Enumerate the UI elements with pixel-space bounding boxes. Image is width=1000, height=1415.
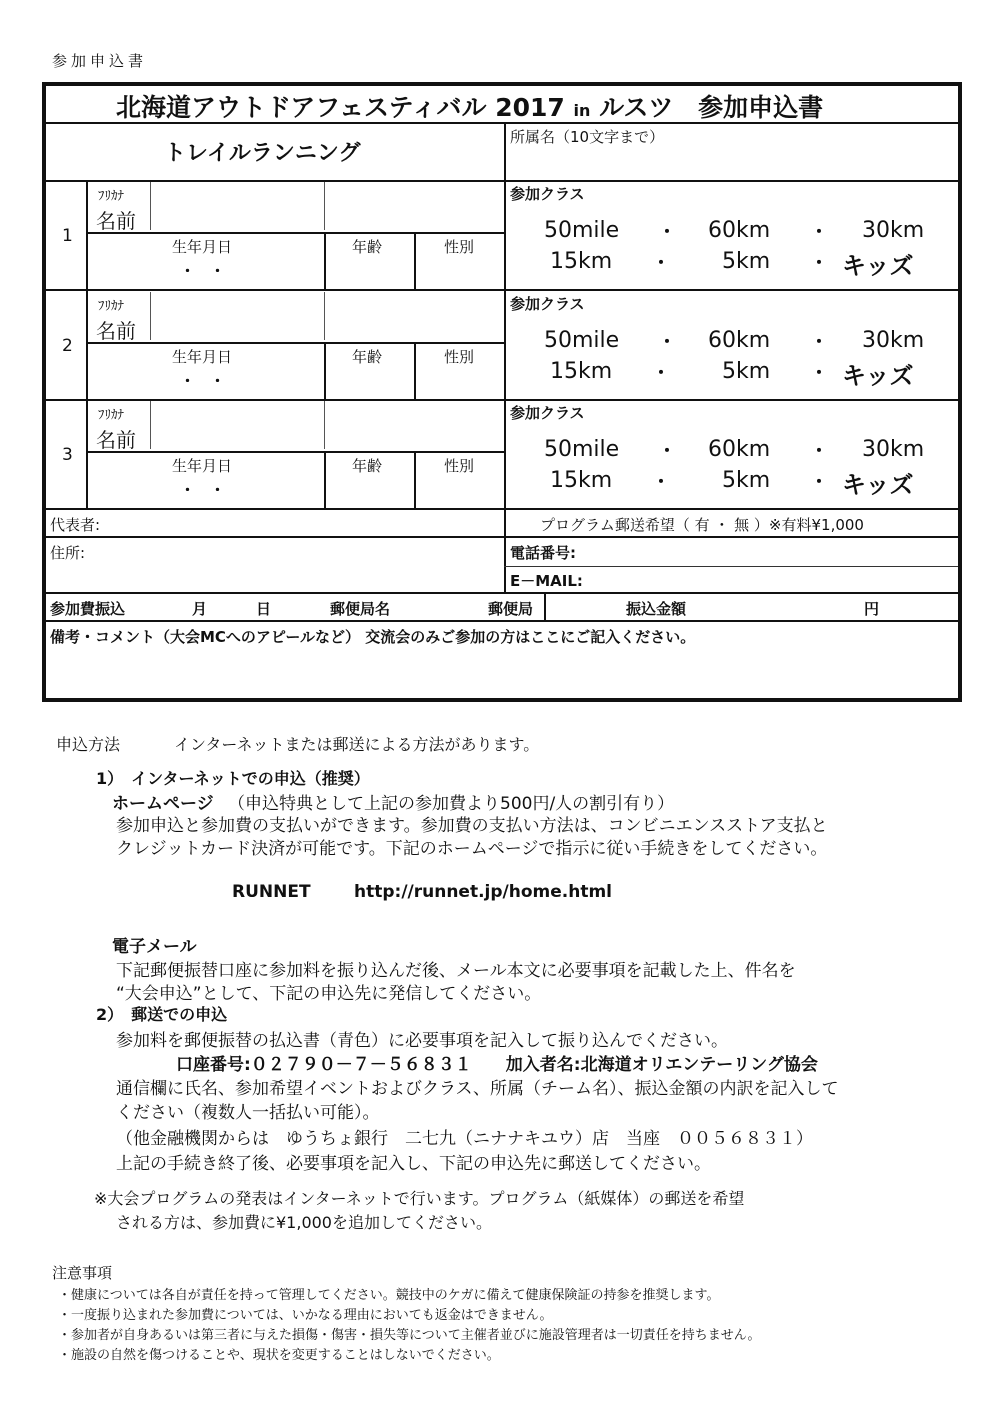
method-heading: 申込方法 — [56, 735, 121, 754]
divider — [414, 232, 416, 289]
program-note-2: される方は、参加費に¥1,000を追加してください。 — [116, 1213, 492, 1232]
class-option-30km[interactable]: 30km — [862, 437, 925, 462]
divider — [414, 451, 416, 508]
divider — [46, 508, 958, 510]
class-option-15km[interactable]: 15km — [550, 359, 613, 384]
homepage-label: ホームページ — [112, 794, 214, 814]
furigana-label: ﾌﾘｶﾅ — [98, 299, 124, 314]
separator: ・ — [658, 332, 676, 353]
birthdate-dots: ・ ・ — [180, 481, 226, 499]
email-label[interactable]: E－MAIL: — [510, 572, 583, 590]
sex-label[interactable]: 性別 — [444, 348, 475, 366]
birthdate-label[interactable]: 生年月日 — [172, 238, 233, 256]
separator: ・ — [810, 222, 828, 243]
document-label: 参加申込書 — [52, 52, 148, 70]
remarks-label[interactable]: 備考・コメント（大会MCへのアピールなど） 交流会のみご参加の方はここにご記入ください。 — [50, 628, 696, 646]
class-option-kids[interactable]: キッズ — [842, 252, 914, 280]
email-line-1: 下記郵便振替口座に参加料を振り込んだ後、メール本文に必要事項を記載した上、件名を — [116, 961, 796, 981]
separator: ・ — [810, 472, 828, 493]
separator: ・ — [810, 332, 828, 353]
divider — [504, 566, 958, 567]
class-option-30km[interactable]: 30km — [862, 328, 925, 353]
separator: ・ — [652, 253, 670, 274]
program-note-1: ※大会プログラムの発表はインターネットで行います。プログラム（紙媒体）の郵送を希望 — [94, 1189, 745, 1208]
mail-line-5: 上記の手続き終了後、必要事項を記入し、下記の申込先に郵送してください。 — [116, 1154, 711, 1174]
email-section-title: 電子メール — [112, 937, 197, 957]
divider — [324, 342, 326, 399]
yen-label: 円 — [864, 600, 880, 618]
class-option-60km[interactable]: 60km — [708, 218, 771, 243]
separator: ・ — [810, 441, 828, 462]
divider — [46, 122, 958, 124]
divider — [86, 232, 504, 234]
name-label: 名前 — [96, 428, 136, 452]
title-in: in — [573, 101, 591, 120]
divider — [324, 401, 325, 449]
mail-line-1: 参加料を郵便振替の払込書（青色）に必要事項を記入して振り込んでください。 — [116, 1031, 728, 1051]
entrant-number: 2 — [62, 336, 73, 356]
separator: ・ — [658, 441, 676, 462]
note-item: ・参加者が自身あるいは第三者に与えた損傷・傷害・損失等について主催者並びに施設管理者は一切責任を持ちません。 — [58, 1328, 761, 1343]
representative-label[interactable]: 代表者: — [50, 516, 101, 534]
separator: ・ — [810, 363, 828, 384]
homepage-line-2: クレジットカード決済が可能です。下記のホームページで指示に従い手続きをしてください。 — [116, 839, 828, 859]
note-item: ・一度振り込まれた参加費については、いかなる理由においても返金はできません。 — [58, 1308, 553, 1323]
entrant-number: 3 — [62, 445, 73, 465]
class-label: 参加クラス — [510, 404, 585, 422]
name-input[interactable] — [152, 292, 322, 338]
class-option-kids[interactable]: キッズ — [842, 471, 914, 499]
class-option-60km[interactable]: 60km — [708, 437, 771, 462]
class-option-15km[interactable]: 15km — [550, 249, 613, 274]
age-label[interactable]: 年齢 — [352, 238, 383, 256]
notes-heading: 注意事項 — [52, 1264, 113, 1282]
note-item: ・健康については各自が責任を持って管理してください。競技中のケガに備えて健康保険証の持参を推奨します。 — [58, 1288, 720, 1303]
furigana-label: ﾌﾘｶﾅ — [98, 189, 124, 204]
divider — [150, 182, 151, 230]
divider — [324, 182, 325, 230]
separator: ・ — [810, 253, 828, 274]
runnet-url-link[interactable]: http://runnet.jp/home.html — [354, 882, 613, 902]
affiliation-label[interactable]: 所属名（10文字まで） — [510, 128, 665, 146]
class-option-15km[interactable]: 15km — [550, 468, 613, 493]
class-option-5km[interactable]: 5km — [722, 249, 771, 274]
birthdate-label[interactable]: 生年月日 — [172, 348, 233, 366]
entrant-number: 1 — [62, 226, 73, 246]
homepage-line-1: 参加申込と参加費の支払いができます。参加費の支払い方法は、コンビニエンスストア支払と — [116, 816, 828, 836]
mail-line-2: 通信欄に氏名、参加希望イベントおよびクラス、所属（チーム名）、振込金額の内訳を記入して — [116, 1079, 839, 1099]
divider — [86, 290, 88, 399]
class-option-50mile[interactable]: 50mile — [544, 437, 620, 462]
day-label[interactable]: 日 — [256, 600, 272, 618]
month-label[interactable]: 月 — [192, 600, 208, 618]
phone-label[interactable]: 電話番号: — [510, 544, 576, 562]
sex-label[interactable]: 性別 — [444, 238, 475, 256]
internet-section-title: 1） インターネットでの申込（推奨） — [96, 769, 370, 788]
divider — [324, 232, 326, 289]
class-option-50mile[interactable]: 50mile — [544, 218, 620, 243]
homepage-note: （申込特典として上記の参加費より500円/人の割引有り） — [228, 794, 675, 814]
program-mail-label[interactable]: プログラム郵送希望（ 有 ・ 無 ）※有料¥1,000 — [540, 516, 864, 534]
note-item: ・施設の自然を傷つけることや、現状を変更することはしないでください。 — [58, 1348, 500, 1363]
method-intro: インターネットまたは郵送による方法があります。 — [174, 735, 540, 754]
birthdate-dots: ・ ・ — [180, 372, 226, 390]
divider — [46, 536, 958, 538]
age-label[interactable]: 年齢 — [352, 348, 383, 366]
class-option-5km[interactable]: 5km — [722, 359, 771, 384]
divider — [150, 292, 151, 340]
age-label[interactable]: 年齢 — [352, 457, 383, 475]
name-label: 名前 — [96, 209, 136, 233]
mail-line-3: ください（複数人一括払い可能）。 — [116, 1103, 380, 1123]
divider — [46, 620, 958, 622]
form-title — [116, 88, 823, 124]
divider — [324, 292, 325, 340]
sex-label[interactable]: 性別 — [444, 457, 475, 475]
divider — [46, 289, 958, 291]
class-option-5km[interactable]: 5km — [722, 468, 771, 493]
divider — [414, 342, 416, 399]
birthdate-label[interactable]: 生年月日 — [172, 457, 233, 475]
post-office-label: 郵便局 — [488, 600, 534, 618]
email-line-2: “大会申込”として、下記の申込先に発信してください。 — [116, 984, 542, 1004]
divider — [86, 342, 504, 344]
divider — [46, 592, 958, 594]
divider — [150, 401, 151, 449]
divider — [504, 508, 506, 592]
furigana-label: ﾌﾘｶﾅ — [98, 408, 124, 423]
title-place: ルスツ — [599, 93, 674, 122]
post-office-name-label[interactable]: 郵便局名 — [330, 600, 391, 618]
divider — [324, 451, 326, 508]
class-label: 参加クラス — [510, 295, 585, 313]
divider — [86, 399, 88, 508]
birthdate-dots: ・ ・ — [180, 262, 226, 280]
class-option-60km[interactable]: 60km — [708, 328, 771, 353]
name-input[interactable] — [152, 182, 322, 228]
separator: ・ — [652, 363, 670, 384]
name-input[interactable] — [152, 401, 322, 447]
event-name: トレイルランニング — [164, 141, 361, 166]
separator: ・ — [652, 472, 670, 493]
divider — [86, 180, 88, 289]
application-form — [42, 82, 962, 702]
mail-line-4: （他金融機関からは ゆうちょ銀行 二七九（ニナナキユウ）店 当座 ００５６８３１） — [116, 1129, 813, 1149]
title-tail: 参加申込書 — [698, 93, 824, 122]
class-option-50mile[interactable]: 50mile — [544, 328, 620, 353]
mail-section-title: 2） 郵送での申込 — [96, 1005, 228, 1024]
runnet-label: RUNNET — [232, 882, 311, 902]
class-option-30km[interactable]: 30km — [862, 218, 925, 243]
transfer-amount-label[interactable]: 振込金額 — [626, 600, 687, 618]
class-label: 参加クラス — [510, 185, 585, 203]
fee-label: 参加費振込 — [50, 600, 126, 618]
address-label[interactable]: 住所: — [50, 544, 86, 562]
divider — [544, 592, 546, 620]
name-label: 名前 — [96, 319, 136, 343]
class-option-kids[interactable]: キッズ — [842, 362, 914, 390]
divider — [86, 451, 504, 453]
account-info: 口座番号:０２７９０－７－５６８３１ 加入者名:北海道オリエンテーリング協会 — [176, 1055, 818, 1075]
separator: ・ — [658, 222, 676, 243]
title-main: 北海道アウトドアフェスティバル 2017 — [116, 93, 565, 122]
